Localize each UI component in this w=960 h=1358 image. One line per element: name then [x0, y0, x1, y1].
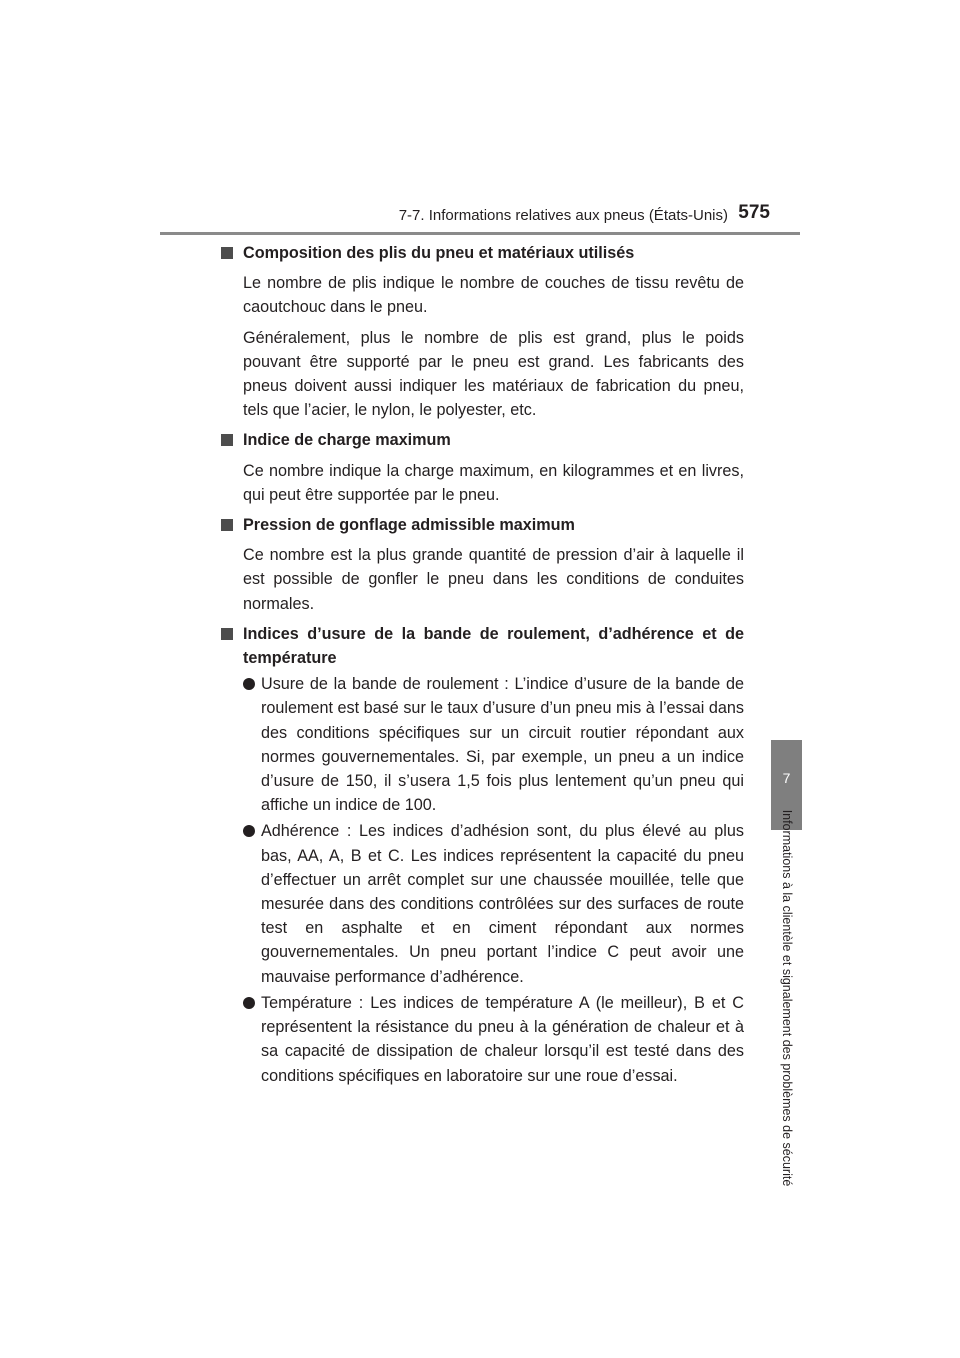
section-heading	[221, 241, 744, 265]
section-heading-text: Indice de charge maximum	[243, 431, 451, 450]
paragraph: Généralement, plus le nombre de plis est grand, plus le poids pouvant être supporté par le pneu est grand. Les fabricants des pneus doivent aussi indiquer les matériaux de fabrication du pneu, tels que l’acier, le nylon, le polyester, etc.	[243, 328, 744, 420]
square-bullet-icon	[221, 434, 233, 446]
round-bullet-icon	[243, 678, 255, 690]
section-heading-text: Pression de gonflage admissible maximum	[243, 516, 575, 535]
page-header	[160, 202, 800, 234]
paragraph: Ce nombre est la plus grande quantité de pression d’air à laquelle il est possible de gonfler le pneu dans les conditions de conduites normales.	[243, 546, 744, 613]
bullet-text: Température : Les indices de température A (le meilleur), B et C représentent la résistance du pneu à la génération de chaleur et à sa capacité de dissipation de chaleur lorsqu’il est testé dans des conditions spécifiques en laboratoire sur une roue d’essai.	[261, 993, 744, 1085]
section-heading	[221, 513, 744, 537]
chapter-side-label	[776, 809, 798, 1186]
section-max-load	[221, 428, 744, 507]
square-bullet-icon	[221, 247, 233, 259]
bullet-item-treadwear	[221, 672, 744, 817]
bullet-item-temperature	[221, 991, 744, 1088]
chapter-title: 7-7. Informations relatives aux pneus (États-Unis)	[398, 207, 728, 224]
bullet-item-traction	[221, 819, 744, 988]
square-bullet-icon	[221, 519, 233, 531]
section-heading-text: Indices d’usure de la bande de roulement, d’adhérence et de température	[243, 624, 744, 668]
section-max-pressure	[221, 513, 744, 616]
round-bullet-icon	[243, 997, 255, 1009]
section-heading-text: Composition des plis du pneu et matériaux utilisés	[243, 244, 635, 262]
page-number: 575	[738, 202, 770, 223]
round-bullet-icon	[243, 825, 255, 837]
section-heading	[221, 428, 744, 452]
section-heading	[221, 622, 744, 670]
paragraph: Le nombre de plis indique le nombre de couches de tissu revêtu de caoutchouc dans le pneu.	[243, 274, 744, 317]
bullet-text: Adhérence : Les indices d’adhésion sont, du plus élevé au plus bas, AA, A, B et C. Les indices représentent la capacité du pneu d’effectuer un arrêt complet sur une chaussée mouillée, telle que mesurée dans des conditions contrôlées sur des surfaces de route test en asphalte et en ciment répondant aux normes gouvernementales. Un pneu portant l’indice C peut avoir une mauvaise performance d’adhérence.	[261, 822, 744, 986]
chapter-side-label-text: Informations à la clientèle et signalement des problèmes de sécurité	[780, 809, 794, 1186]
section-ply-composition	[221, 241, 744, 422]
bullet-text: Usure de la bande de roulement : L’indice d’usure de la bande de roulement est basé sur le taux d’usure d’un pneu mis à l’essai dans des conditions spécifiques sur un circuit routier répondant aux normes gouvernementales. Si, par exemple, un pneu a un indice d’usure de 150, il s’usera 1,5 fois plus lentement qu’un pneu qui affiche un indice de 100.	[261, 675, 744, 815]
header-rule	[160, 232, 800, 235]
square-bullet-icon	[221, 628, 233, 640]
chapter-tab-number: 7	[782, 770, 791, 786]
page-content	[221, 241, 744, 1094]
paragraph: Ce nombre indique la charge maximum, en kilogrammes et en livres, qui peut être supportée par le pneu.	[243, 461, 744, 504]
section-grading	[221, 622, 744, 1088]
